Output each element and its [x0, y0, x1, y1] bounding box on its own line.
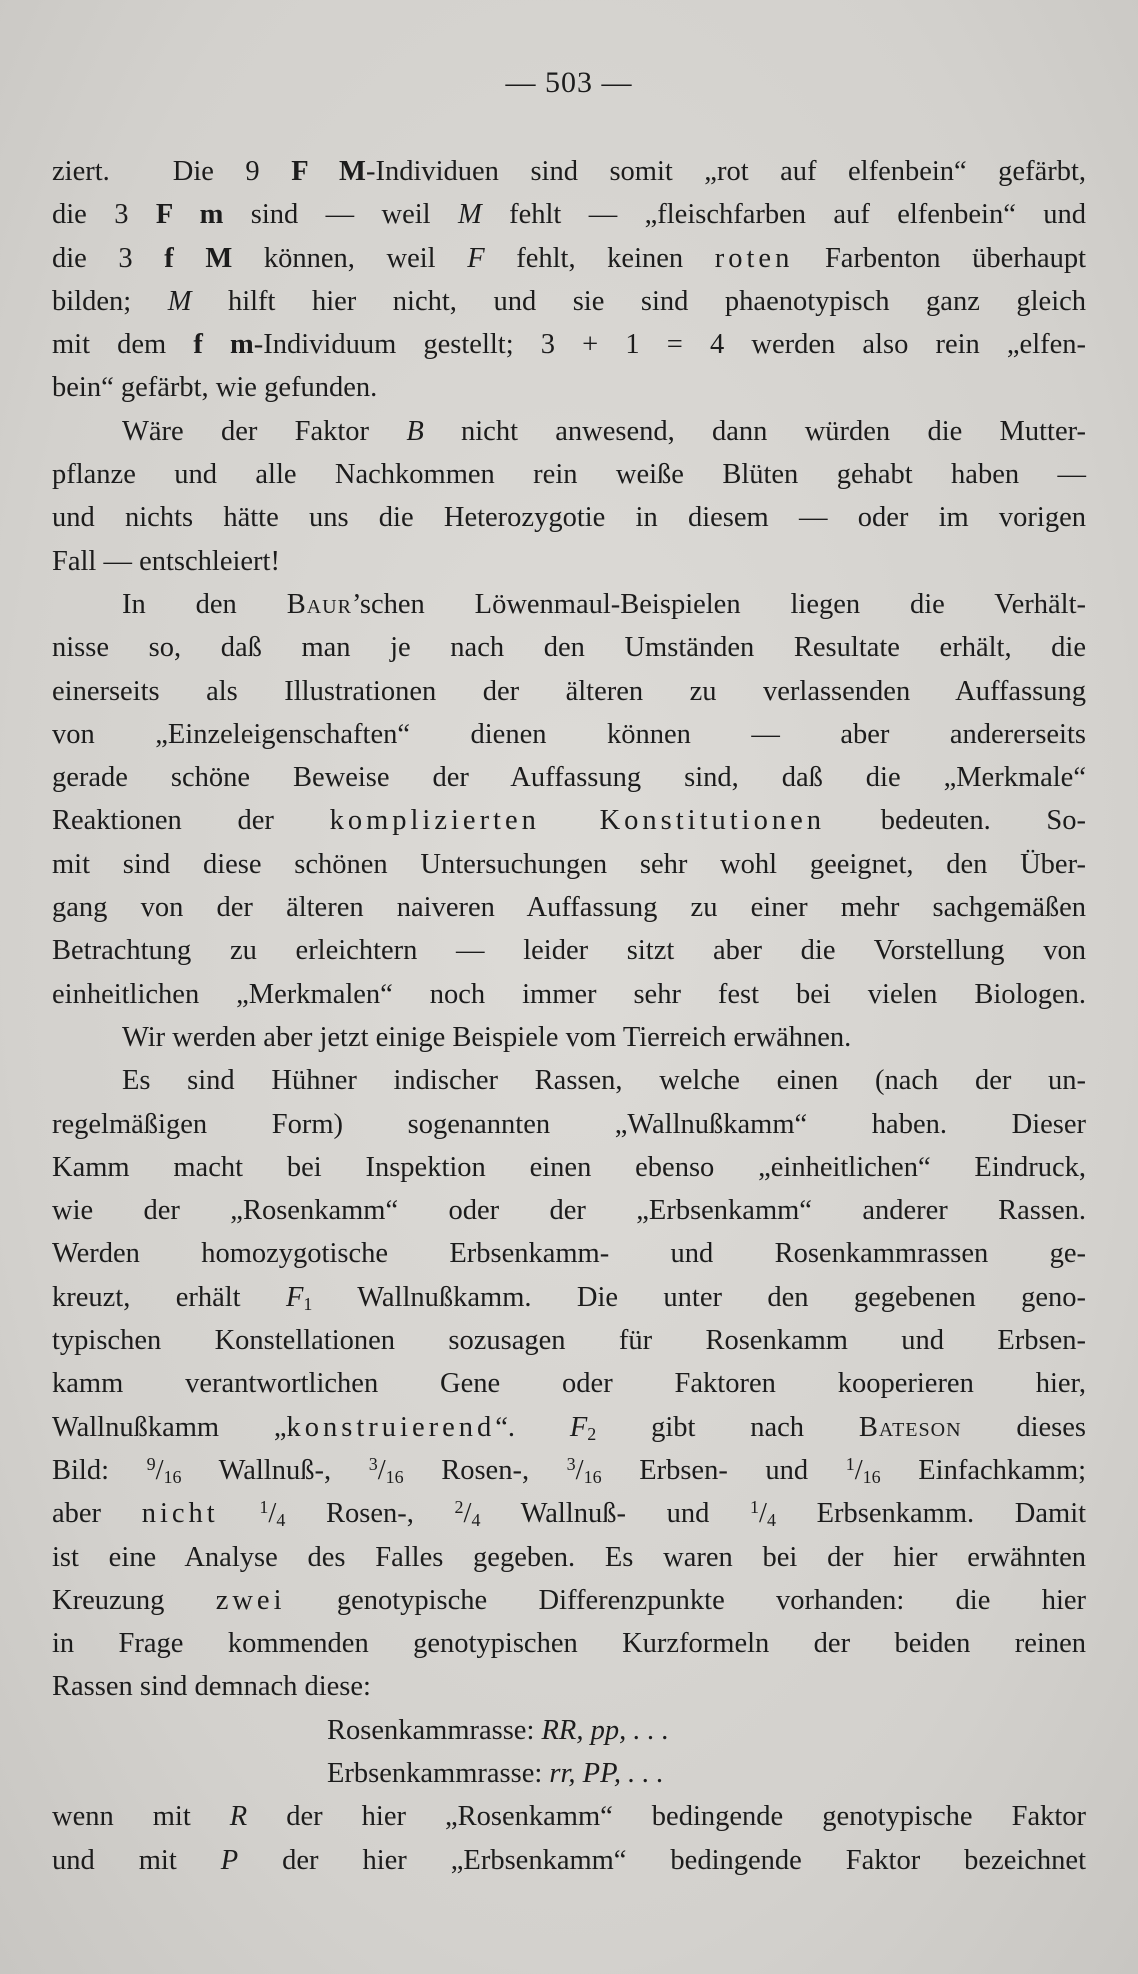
- text-line: gang von der älteren naiveren Auffassung zu einer mehr sachgemäßen: [52, 892, 1086, 924]
- text-line: kamm verantwortlichen Gene oder Faktoren kooperieren hier,: [52, 1368, 1086, 1400]
- text-line: in Frage kommenden genotypischen Kurzformeln der beiden reinen: [52, 1628, 1086, 1660]
- text-line: einheitlichen „Merkmalen“ noch immer sehr fest bei vielen Biologen.: [52, 978, 1086, 1010]
- text-line: Es sind Hühner indischer Rassen, welche einen (nach der un-: [122, 1065, 1086, 1097]
- text-line: regelmäßigen Form) sogenannten „Wallnußkamm“ haben. Dieser: [52, 1108, 1086, 1140]
- text-line: und mit P der hier „Erbsenkamm“ bedingende Faktor bezeichnet: [52, 1844, 1086, 1876]
- page-number: — 503 —: [505, 66, 633, 99]
- text-line: Werden homozygotische Erbsenkamm- und Rosenkammrassen ge-: [52, 1238, 1086, 1270]
- text-line: Wäre der Faktor B nicht anwesend, dann würden die Mutter-: [122, 415, 1087, 447]
- text-line: Kreuzung zwei genotypische Differenzpunkte vorhanden: die hier: [52, 1584, 1086, 1616]
- text-line: Reaktionen der komplizierten Konstitutionen bedeuten. So-: [52, 805, 1086, 837]
- formula-line: Rosenkammrasse: RR, pp, . . .: [327, 1714, 669, 1746]
- text-line: Bild: $^9/_{16}$ Wallnuß-, $^3/_{16}$ Rosen-, $^3/_{16}$ Erbsen- und $^1/_{16}$ Einfachkamm;: [52, 1453, 1087, 1487]
- text-line: Betrachtung zu erleichtern — leider sitzt aber die Vorstellung von: [52, 935, 1086, 967]
- text-line: typischen Konstellationen sozusagen für Rosenkamm und Erbsen-: [52, 1325, 1086, 1357]
- text-line: die 3 F m sind — weil M fehlt — „fleischfarben auf elfenbein“ und: [52, 199, 1087, 231]
- formula-line: Erbsenkammrasse: rr, PP, . . .: [327, 1757, 664, 1789]
- text-line: einerseits als Illustrationen der älteren zu verlassenden Auffassung: [52, 675, 1086, 707]
- body-text: [52, 150, 1086, 1882]
- text-line: pflanze und alle Nachkommen rein weiße Blüten gehabt haben —: [52, 459, 1086, 491]
- text-line: mit sind diese schönen Untersuchungen sehr wohl geeignet, den Über-: [52, 848, 1086, 880]
- text-line: kreuzt, erhält $F_1$ Wallnußkamm. Die unter den gegebenen geno-: [52, 1281, 1086, 1314]
- text-line: Rassen sind demnach diese:: [52, 1671, 371, 1703]
- text-line: ziert. Die 9 F M-Individuen sind somit „rot auf elfenbein“ gefärbt,: [52, 156, 1087, 187]
- text-line: wenn mit R der hier „Rosenkamm“ bedingende genotypische Faktor: [52, 1801, 1087, 1833]
- text-line: die 3 f M können, weil F fehlt, keinen roten Farbenton überhaupt: [52, 242, 1087, 274]
- text-line: Fall — entschleiert!: [52, 545, 280, 577]
- text-line: wie der „Rosenkamm“ oder der „Erbsenkamm“ anderer Rassen.: [52, 1195, 1086, 1227]
- text-line: gerade schöne Beweise der Auffassung sind, daß die „Merkmale“: [52, 762, 1086, 794]
- text-line: Kamm macht bei Inspektion einen ebenso „einheitlichen“ Eindruck,: [52, 1151, 1086, 1183]
- text-line: Wir werden aber jetzt einige Beispiele vom Tierreich erwähnen.: [122, 1021, 852, 1053]
- text-line: aber nicht $^1/_4$ Rosen-, $^2/_4$ Wallnuß- und $^1/_4$ Erbsenkamm. Damit: [52, 1497, 1087, 1531]
- text-line: Wallnußkamm „konstruierend“. $F_2$ gibt nach Bateson dieses: [52, 1411, 1087, 1444]
- text-line: bein“ gefärbt, wie gefunden.: [52, 372, 378, 404]
- text-line: von „Einzeleigenschaften“ dienen können — aber andererseits: [52, 718, 1086, 750]
- text-line: In den Baur’schen Löwenmaul-Beispielen liegen die Verhält-: [122, 588, 1087, 620]
- text-line: mit dem f m-Individuum gestellt; 3 + 1 = 4 werden also rein „elfen-: [52, 329, 1087, 361]
- text-line: ist eine Analyse des Falles gegeben. Es waren bei der hier erwähnten: [52, 1541, 1086, 1573]
- text-line: bilden; M hilft hier nicht, und sie sind phaenotypisch ganz gleich: [52, 285, 1087, 317]
- text-line: nisse so, daß man je nach den Umständen Resultate erhält, die: [52, 632, 1086, 664]
- text-line: und nichts hätte uns die Heterozygotie in diesem — oder im vorigen: [52, 502, 1086, 534]
